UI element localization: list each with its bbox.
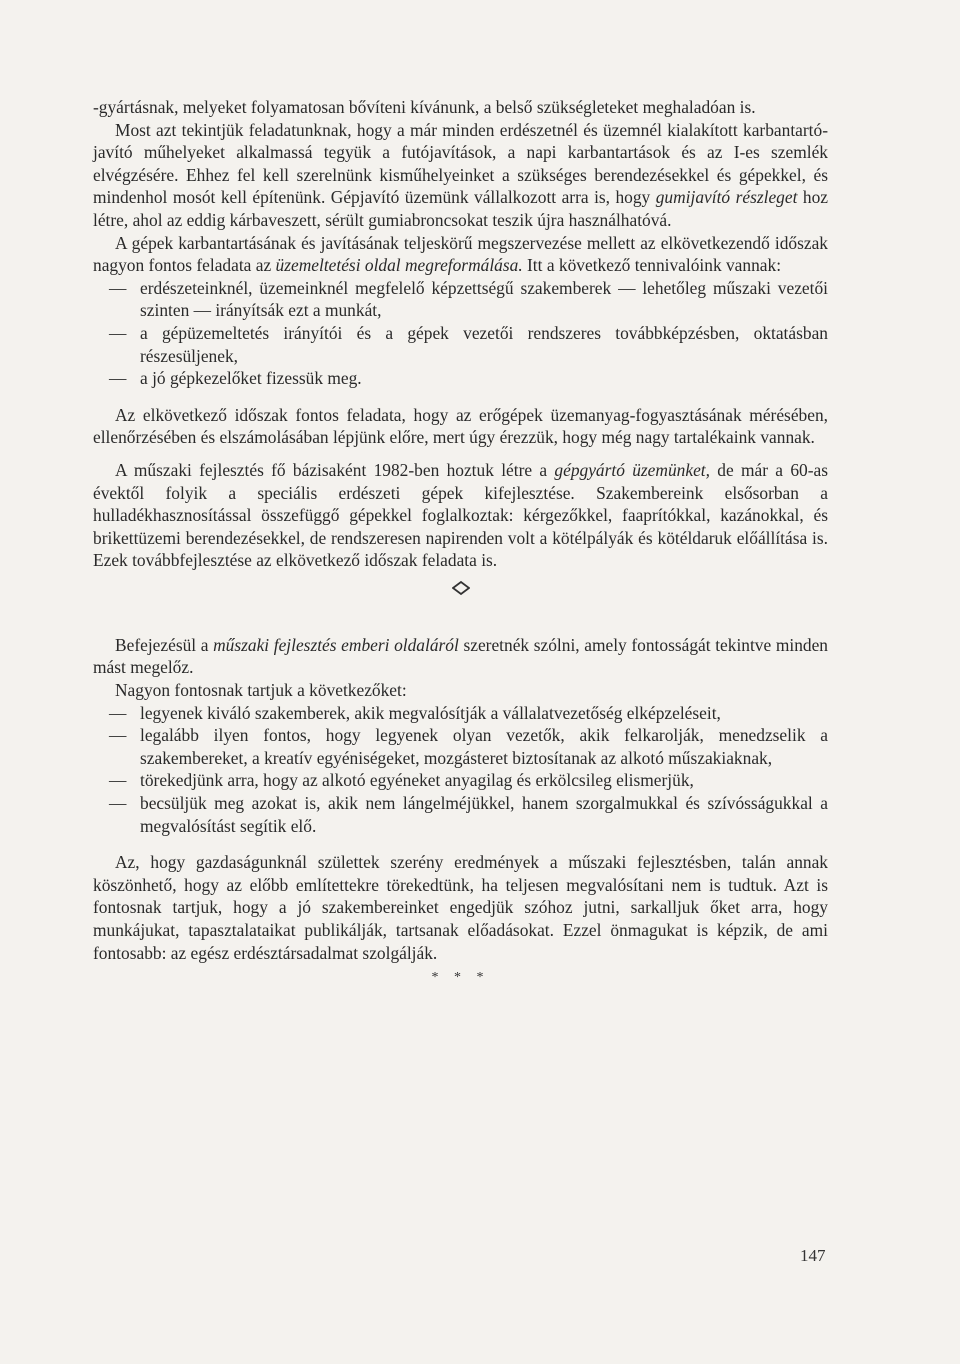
paragraph-workshops bbox=[93, 119, 828, 232]
list-item-text: a gépüzemeltetés irányítói és a gépek vezetői rendszeres továbbképzésben, oktatásban részesüljenek, bbox=[140, 322, 828, 366]
list-item-text: legyenek kiváló szakemberek, akik megvalósítják a vállalatvezetőség elképzeléseit, bbox=[140, 702, 721, 723]
paragraph-text: Most azt tekintjük feladatunknak, hogy a már minden erdészetnél és üzemnél kialakított karbantartó-javító műhelyeket alkalmassá tegyük a futójavítások, a napi karbantartások és az I-es szemlék elvégzésére. Ehhez fel kell szerelnünk kisműhelyeinket a szükséges berendezésekkel és gépekkel, és mindenhol mosót kell építenünk. Gépjavító üzemünk vállalkozott arra is, hogy bbox=[93, 119, 828, 208]
list-item bbox=[93, 277, 828, 322]
paragraph-text: A gépek karbantartásának és javításának teljeskörű megszervezése mellett az elkövetkezendő időszak nagyon fontos feladata az bbox=[93, 232, 828, 276]
list-item bbox=[93, 702, 828, 725]
emphasis-text: műszaki fejlesztés emberi oldaláról bbox=[213, 634, 459, 655]
dash-mark: — bbox=[109, 770, 127, 791]
paragraph-text: A műszaki fejlesztés fő bázisaként 1982-ben hoztuk létre a bbox=[115, 459, 555, 480]
priority-list bbox=[93, 702, 828, 838]
paragraph-continuation: -gyártásnak, melyeket folyamatosan bővíteni kívánunk, a belső szükségleteket meghaladóan is. bbox=[93, 97, 756, 117]
paragraph-results: Az, hogy gazdaságunknál születtek szerény eredmények a műszaki fejlesztésben, talán annak köszönhető, hogy az előbb említettekre törekedtünk, ha teljesen megvalósítani nem is tudtuk. Azt is fontosnak tartjuk, hogy a jó szakembereinket engedjük szóhoz jutni, sarkalljuk őket arra, hogy munkájukat, tapasztalataikat publikálják, tartsanak előadásokat. Ezzel önmagukat is képzik, de ami fontosabb: az egész erdésztársadalmat szolgálják. bbox=[93, 852, 828, 963]
paragraph-text: szeretnék szólni, amely fontosságát tekintve minden mást megelőz. bbox=[93, 634, 829, 678]
dash-mark: — bbox=[109, 277, 127, 298]
paragraph-text: hoz létre, ahol az eddig kárbaveszett, sérült gumiabroncsokat teszik újra használhatóvá. bbox=[93, 187, 828, 230]
paragraph-text: de már a 60-as évektől folyik a speciális erdészeti gépek kifejlesztése. Szakembereink elsősorban a hulladékhasznosítással összefüggő gépekkel foglalkoztak: kérgezőkkel, faaprítókkal, kazánokkal, és brikettüzemi berendezésekkel, de rendszeresen napirenden volt a kötélpályák és kötéldaruk előállítása is. Ezek továbbfejlesztése az elkövetkező időszak feladata is. bbox=[93, 459, 828, 571]
list-item bbox=[93, 792, 828, 837]
list-item bbox=[93, 322, 828, 367]
paragraph-conclusion bbox=[93, 634, 828, 679]
paragraph-operation bbox=[93, 232, 828, 277]
task-list bbox=[93, 277, 828, 390]
page-number: 147 bbox=[800, 1246, 826, 1265]
list-item bbox=[93, 724, 828, 769]
diamond-icon bbox=[452, 580, 470, 596]
paragraph-text: Itt a következő tennivalóink vannak: bbox=[522, 255, 782, 276]
paragraph-development bbox=[93, 459, 828, 572]
emphasis-text: gumijavító részleget bbox=[655, 187, 798, 208]
document-page bbox=[93, 96, 828, 986]
list-item-text: törekedjünk arra, hogy az alkotó egyéneket anyagilag és erkölcsileg elismerjük, bbox=[140, 770, 694, 791]
emphasis-text: üzemeltetési oldal megreformálása. bbox=[275, 255, 523, 276]
list-item-text: erdészeteinknél, üzemeinknél megfelelő képzettségű szakemberek — lehetőleg műszaki vezetői szinten — irányítsák ezt a munkát, bbox=[140, 277, 828, 321]
dash-mark: — bbox=[109, 793, 127, 814]
dash-mark: — bbox=[109, 322, 127, 343]
paragraph-important: Nagyon fontosnak tartjuk a következőket: bbox=[115, 680, 407, 701]
list-item-text: legalább ilyen fontos, hogy legyenek olyan vezetők, akik felkarolják, menedzselik a szakembereket, a kreatív egyéniségeket, mozgásteret biztosítanak az alkotó műszakiaknak, bbox=[140, 725, 828, 768]
emphasis-text: gépgyártó üzemünket, bbox=[554, 459, 710, 480]
paragraph-text: Befejezésül a bbox=[115, 634, 214, 655]
dash-mark: — bbox=[109, 368, 127, 389]
paragraph-fuel: Az elkövetkező időszak fontos feladata, hogy az erőgépek üzemanyag-fogyasztásának mérésében, ellenőrzésében és elszámolásában lépjünk előre, mert úgy érezzük, hogy még nagy tartalékaink vannak. bbox=[93, 404, 828, 448]
end-mark: * * * bbox=[431, 970, 490, 986]
list-item bbox=[93, 367, 828, 390]
list-item-text: becsüljük meg azokat is, akik nem lángelméjükkel, hanem szorgalmukkal és szívósságukkal a megvalósítást segítik elő. bbox=[140, 793, 828, 836]
list-item-text: a jó gépkezelőket fizessük meg. bbox=[140, 368, 362, 389]
section-divider bbox=[93, 580, 828, 606]
list-item bbox=[93, 769, 828, 792]
dash-mark: — bbox=[109, 725, 127, 746]
dash-mark: — bbox=[109, 702, 127, 723]
